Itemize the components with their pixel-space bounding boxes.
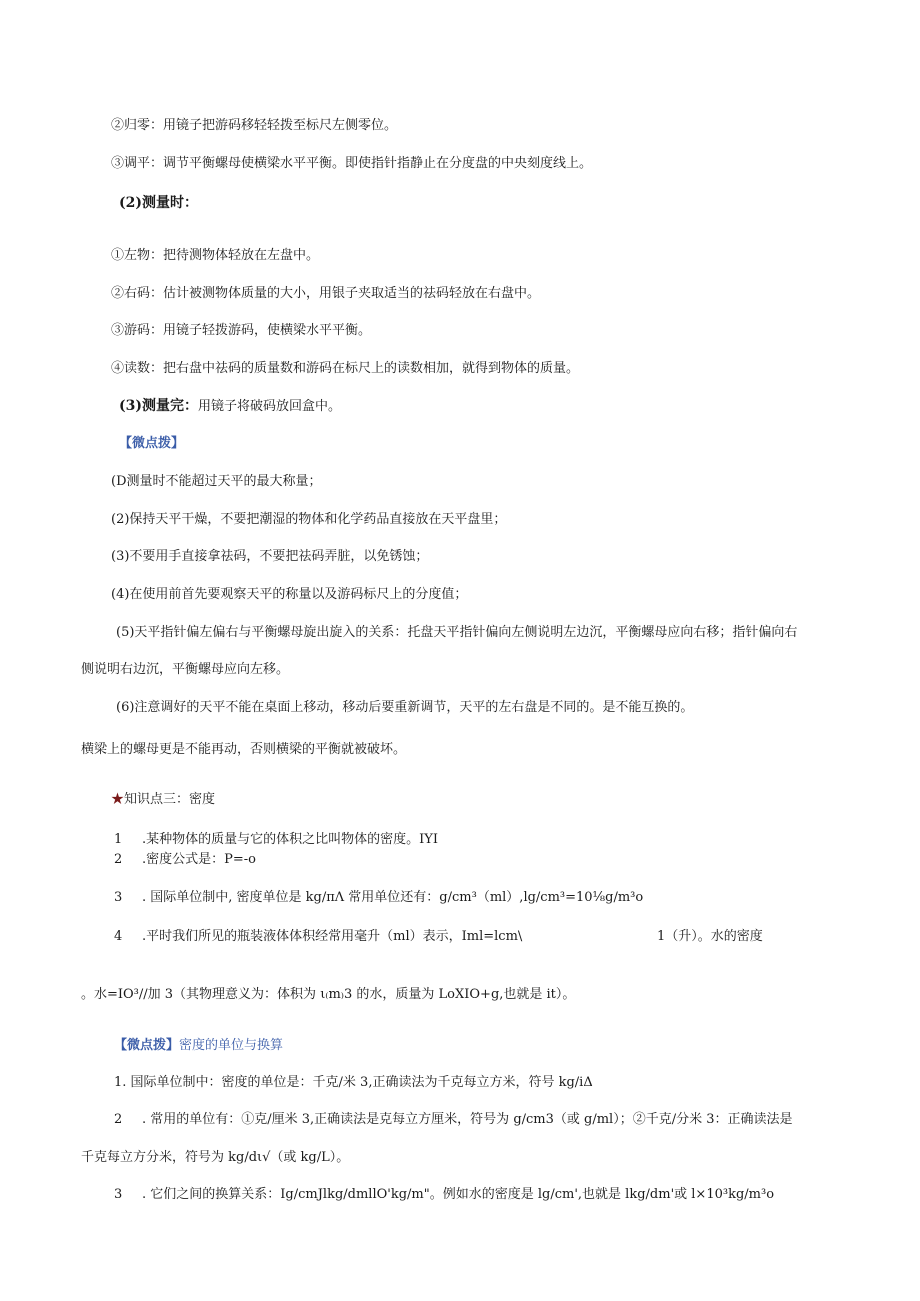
heading-finish: (3)测量完： — [119, 398, 198, 414]
density-item-1 — [114, 831, 438, 849]
step-finish — [119, 397, 341, 416]
unit-item-1: 1. 国际单位制中：密度的单位是：千克/米 3,正确读法为千克每立方米，符号 kg/iΔ — [114, 1075, 593, 1090]
unit-item-2-cont: 千克每立方分米，符号为 kg/dι√（或 kg/L）。 — [81, 1150, 350, 1165]
item-number: 3 — [114, 1187, 123, 1202]
item-text: . 国际单位制中, 密度单位是 kg/πΛ 常用单位还有：g/cm³（ml）,lg/cm³=10⅛g/m³o — [142, 890, 644, 905]
tip-item-5: (5)天平指针偏左偏右与平衡螺母旋出旋入的关系：托盘天平指针偏向左侧说明左边沉，平衡螺母应向右移；指针偏向右 — [116, 625, 798, 640]
finish-text: 用镜子将破码放回盒中。 — [198, 399, 342, 414]
tip-heading: 【微点拨】 — [119, 436, 185, 451]
tip2-heading — [114, 1037, 283, 1055]
tip2-title: 密度的单位与换算 — [179, 1038, 284, 1053]
unit-item-3 — [114, 1186, 774, 1204]
density-item-3 — [114, 889, 643, 907]
tip-item-1: (D测量时不能超过天平的最大称量； — [111, 474, 322, 489]
unit-item-2 — [114, 1111, 793, 1129]
item-text: .平时我们所见的瓶装液体体积经常用毫升（ml）表示，Iml=lcm\ — [142, 929, 523, 944]
tip-item-3: (3)不要用手直接拿祛码，不要把祛码弄脏，以免锈蚀； — [111, 549, 429, 564]
item-number: 4 — [114, 929, 123, 944]
density-item-4-end: 1（升）。水的密度 — [657, 929, 763, 944]
tip-item-6: (6)注意调好的天平不能在桌面上移动，移动后要重新调节，天平的左右盘是不同的。是不能互换的。 — [116, 700, 694, 715]
star-icon: ★ — [111, 792, 125, 807]
item-number: 3 — [114, 890, 123, 905]
item-number: 1 — [114, 832, 123, 847]
density-item-2 — [114, 851, 256, 869]
tip2-label: 【微点拨】 — [114, 1038, 180, 1053]
water-density-line: 。水=IO³//加 3（其物理意义为：体积为 ι₍m₎3 的水，质量为 LoXIO+g,也就是 it）。 — [81, 987, 576, 1002]
item-text: . 它们之间的换算关系：Ig/cmJlkg/dmllO'kg/m"。例如水的密度是 lg/cm',也就是 lkg/dm'或 l×10³kg/m³o — [142, 1187, 775, 1202]
step-left-object: ①左物：把待测物体轻放在左盘中。 — [111, 248, 320, 263]
step-reading: ④读数：把右盘中祛码的质量数和游码在标尺上的读数相加，就得到物体的质量。 — [111, 361, 580, 376]
item-text: . 常用的单位有：①克/厘米 3,正确读法是克每立方厘米，符号为 g/cm3（或 g/ml）；②千克/分米 3：正确读法是 — [142, 1112, 793, 1127]
knowledge-point-3 — [111, 791, 215, 809]
tip-item-5-cont: 侧说明右边沉，平衡螺母应向左移。 — [81, 662, 290, 677]
step-leveling: ③调平：调节平衡螺母使横梁水平平衡。即使指针指静止在分度盘的中央刻度线上。 — [111, 156, 593, 171]
tip-item-6-cont: 横梁上的螺母更是不能再动，否则横梁的平衡就被破坏。 — [81, 742, 407, 757]
item-number: 2 — [114, 1112, 123, 1127]
step-slider: ③游码：用镜子轻拨游码，使横梁水平平衡。 — [111, 323, 372, 338]
density-item-4 — [114, 928, 522, 946]
item-number: 2 — [114, 852, 123, 867]
item-text: .某种物体的质量与它的体积之比叫物体的密度。IYI — [142, 832, 438, 847]
tip-item-4: (4)在使用前首先要观察天平的称量以及游码标尺上的分度值； — [111, 587, 468, 602]
heading-measuring: (2)测量时： — [119, 195, 198, 211]
tip-item-2: (2)保持天平干燥，不要把潮湿的物体和化学药品直接放在天平盘里； — [111, 512, 507, 527]
step-right-weight: ②右码：估计被测物体质量的大小，用银子夹取适当的祛码轻放在右盘中。 — [111, 286, 541, 301]
item-text: .密度公式是：P=-o — [142, 852, 256, 867]
knowledge-point-title: 知识点三：密度 — [124, 792, 216, 807]
step-zeroing: ②归零：用镜子把游码移轻轻拨至标尺左侧零位。 — [111, 118, 398, 133]
